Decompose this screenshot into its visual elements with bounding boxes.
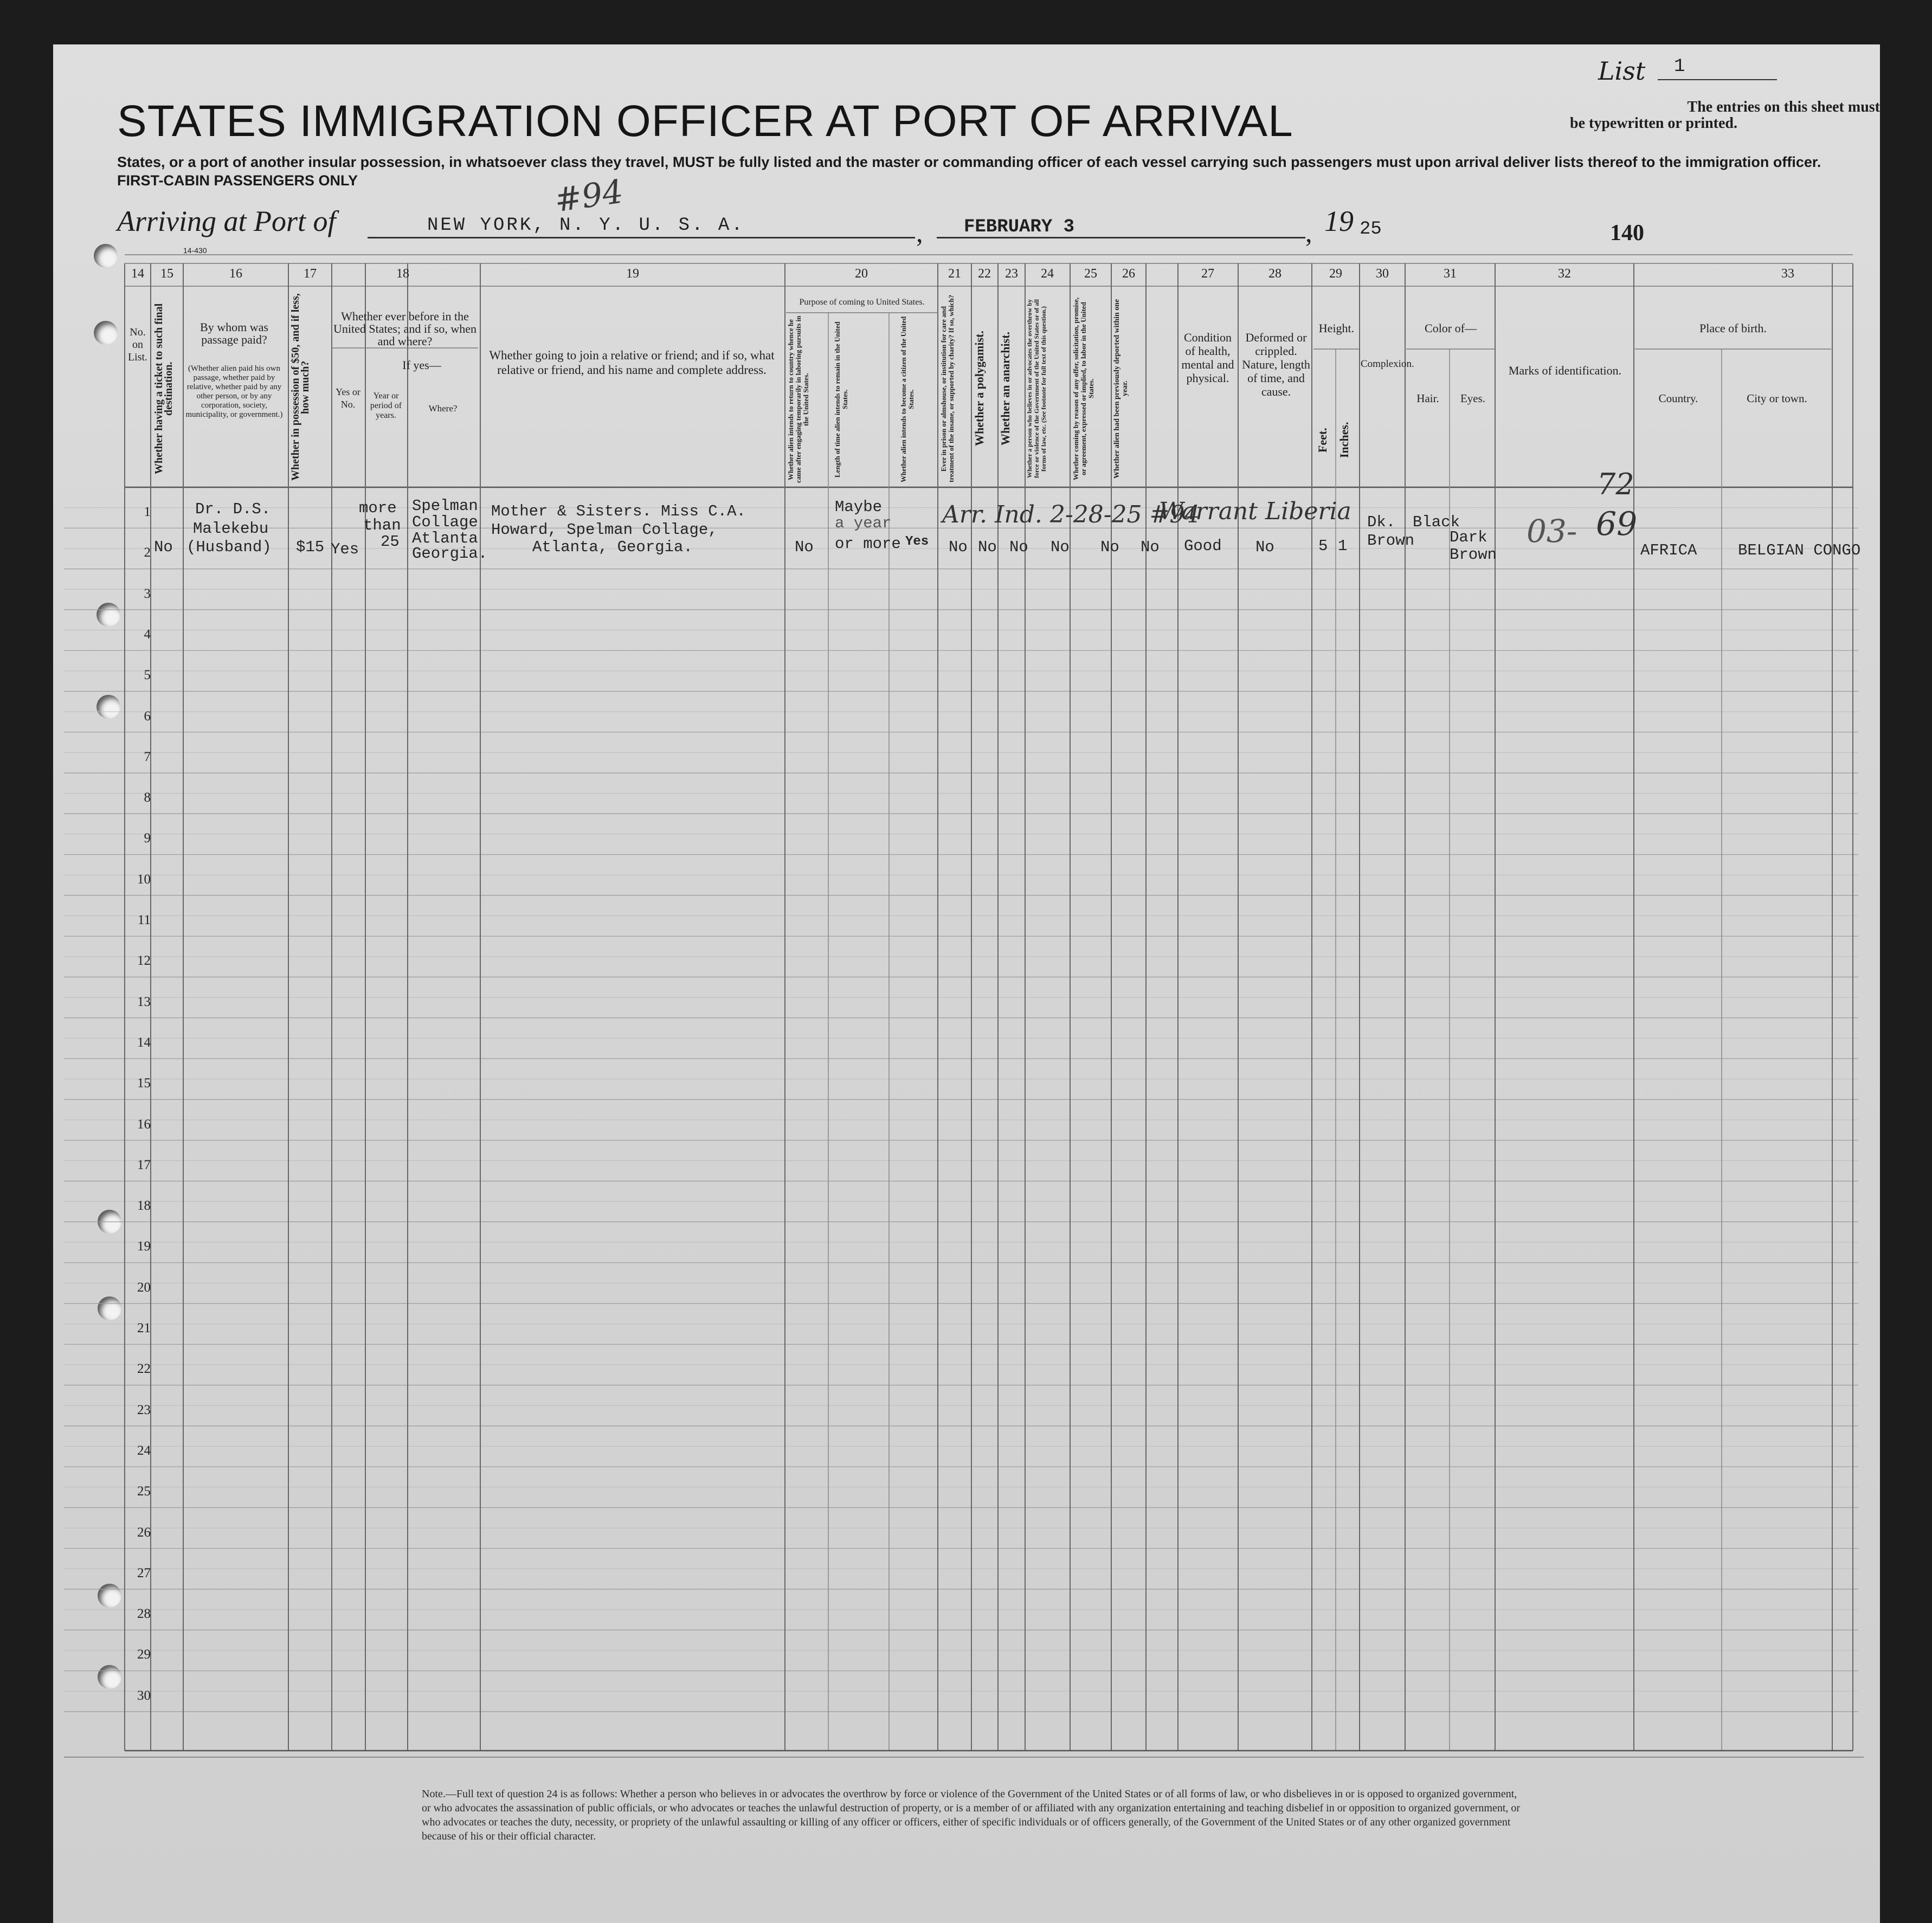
column-number: 15 <box>160 267 173 281</box>
row-number: 29 <box>137 1647 151 1662</box>
cell-where-4: Georgia. <box>412 545 488 563</box>
col33-country: Country. <box>1658 392 1698 405</box>
cell-hair: Black <box>1413 513 1460 531</box>
handwritten-ref: #94 <box>552 172 626 220</box>
cell-join-1: Mother & Sisters. Miss C.A. <box>491 502 746 520</box>
col18-header: Whether ever before in the United States; and if so, when and where? <box>333 309 476 348</box>
row-number: 13 <box>137 994 151 1009</box>
row-number: 28 <box>137 1606 151 1622</box>
column-number: 23 <box>1005 267 1018 281</box>
col18-year: Year or period of years. <box>370 391 402 420</box>
row-number: 27 <box>137 1565 151 1580</box>
col29-inches: Inches. <box>1337 422 1351 459</box>
cell-ticket: No <box>154 538 173 556</box>
col19-header: Whether going to join a relative or friend; and if so, what relative or friend, and his name and complete address. <box>489 349 775 377</box>
column-number: 31 <box>1444 267 1457 281</box>
row-number: 21 <box>137 1321 151 1335</box>
column-number: 29 <box>1329 267 1342 281</box>
column-number: 27 <box>1201 267 1214 281</box>
col20a-header: Whether alien intends to return to country whence he came after engaging temporarily in laboring pursuits in the United States. <box>787 315 810 483</box>
row-number: 14 <box>137 1035 151 1050</box>
column-number: 14 <box>131 267 144 281</box>
col20c-header: Whether alien intends to become a citizen of the United States. <box>899 316 915 483</box>
cell-health: Good <box>1184 537 1222 555</box>
cell-join-3: Atlanta, Georgia. <box>532 538 693 556</box>
port-value: NEW YORK, N. Y. U. S. A. <box>427 215 745 236</box>
cell-city: BELGIAN CONGO <box>1738 541 1861 559</box>
arriving-label: Arriving at Port of <box>117 205 336 237</box>
cell-citizen: Yes <box>905 534 929 549</box>
manifest-sheet <box>53 44 1880 1923</box>
cell-offer: No <box>1100 538 1119 556</box>
row-number: 5 <box>144 668 151 683</box>
col16-header-title: By whom was passage paid? <box>200 320 268 346</box>
row-number: 20 <box>137 1280 151 1295</box>
list-number: 1 <box>1674 56 1685 77</box>
col27-header: Condition of health, mental and physical. <box>1181 331 1234 385</box>
cell-years-3: 25 <box>381 533 400 551</box>
col31-eyes: Eyes. <box>1460 392 1486 405</box>
row-number: 17 <box>137 1157 151 1172</box>
first-cabin-label: FIRST-CABIN PASSENGERS ONLY <box>117 172 358 189</box>
cell-paid-by-3: (Husband) <box>186 538 272 556</box>
cell-years-2: than <box>363 517 401 534</box>
column-number: 16 <box>229 267 242 281</box>
col33-city: City or town. <box>1747 392 1807 405</box>
cell-length-1: Maybe <box>835 498 883 516</box>
cell-paid-by-2: Malekebu <box>193 520 269 538</box>
cell-prison: No <box>949 538 968 556</box>
row-number: 15 <box>137 1076 151 1091</box>
row-number: 30 <box>137 1688 151 1703</box>
list-label: List <box>1598 56 1646 86</box>
cell-deformed: No <box>1255 538 1274 556</box>
col25-header: Whether coming by reason of any offer, solicitation, promise, or agreement, expressed or implied, to labor in the United States. <box>1072 297 1095 480</box>
sheet-number: 140 <box>1610 221 1644 246</box>
column-number: 30 <box>1376 267 1389 281</box>
cell-overthrow: No <box>1051 538 1070 556</box>
column-number: 19 <box>626 267 639 281</box>
row-number: 7 <box>144 749 151 764</box>
comma: , <box>916 217 923 248</box>
cell-return: No <box>795 538 814 556</box>
cell-polygamist: No <box>978 538 997 556</box>
handwritten-annotation-2: Warrant Liberia <box>1159 498 1351 525</box>
cell-eyes-2: Brown <box>1450 546 1497 564</box>
col31-header: Color of— <box>1425 321 1477 335</box>
cell-feet: 5 <box>1318 537 1328 555</box>
year-suffix: 25 <box>1360 219 1382 240</box>
cell-money: $15 <box>296 538 325 556</box>
comma: , <box>1305 217 1312 248</box>
row-number: 19 <box>137 1239 151 1254</box>
col26-header: Whether alien had been previously deported within one year. <box>1113 299 1129 479</box>
column-number: 33 <box>1781 267 1794 281</box>
cell-country: AFRICA <box>1640 541 1697 559</box>
row-number: 23 <box>137 1402 151 1417</box>
col24-header: Whether a person who believes in or advocates the overthrow by force or violence of the Government of the United States or of all forms of law, etc. (See footnote for full text of this question.) <box>1026 299 1047 478</box>
col18-yesno: Yes or No. <box>336 386 360 410</box>
col20b-header: Length of time alien intends to remain in the United States. <box>833 321 849 477</box>
footnote: Note.—Full text of question 24 is as follows: Whether a person who believes in or advocates the overthrow by force or violence of the Government of the United States or of all forms of law, or who disbelieves in or is opposed to organized government, or who advocates the assassination of public officials, or who advocates or teaches the unlawful destruction of property, or is a member of or affiliated with any organization entertaining and teaching disbelief in or opposition to organized government, or who advocates or teaches the duty, necessity, or propriety of the unlawful assaulting or killing of any officer or officers, either of specific individuals or of officers generally, of the Government of the United States or of any other organized government because of his or their official character. <box>422 1788 1521 1842</box>
col21-header: Ever in prison or almshouse, or institution for care and treatment of the insane, or supported by charity? If so, which? <box>939 294 955 483</box>
col16-header-sub: (Whether alien paid his own passage, whether paid by relative, whether paid by any other person, or by any corporation, society, municipality, or government.) <box>185 364 283 419</box>
cell-before-yes: Yes <box>331 540 359 558</box>
row-number: 18 <box>137 1198 151 1214</box>
col14-header: No. on List. <box>127 326 148 363</box>
cell-inches: 1 <box>1338 537 1348 555</box>
row-number: 2 <box>144 545 151 560</box>
handwritten-marks: 03- <box>1527 513 1577 550</box>
col31-hair: Hair. <box>1416 392 1439 405</box>
row-number: 9 <box>144 831 151 846</box>
cell-where-3: Atlanta <box>412 530 478 547</box>
handwritten-marks-3: 69 <box>1596 505 1638 543</box>
col33-header: Place of birth. <box>1699 321 1767 335</box>
column-number: 24 <box>1041 267 1054 281</box>
column-number: 20 <box>855 267 868 281</box>
cell-eyes-1: Dark <box>1450 528 1487 546</box>
col15-header: Whether having a ticket to such final destination. <box>153 303 175 474</box>
col18-ifyes: If yes— <box>402 358 441 372</box>
cell-where-2: Collage <box>412 513 478 531</box>
entries-note-line1: The entries on this sheet must <box>1687 99 1880 115</box>
page-title: STATES IMMIGRATION OFFICER AT PORT OF ARRIVAL <box>117 96 1293 146</box>
col29-header: Height. <box>1318 321 1355 335</box>
date-value: FEBRUARY 3 <box>964 217 1075 237</box>
column-number: 21 <box>948 267 961 281</box>
cell-length-2: a year <box>835 514 892 532</box>
cell-join-2: Howard, Spelman Collage, <box>491 521 718 539</box>
row-number: 8 <box>144 790 151 805</box>
column-number: 18 <box>396 267 409 281</box>
col18-where: Where? <box>428 403 458 414</box>
row-number: 16 <box>137 1117 151 1132</box>
column-number: 32 <box>1558 267 1571 281</box>
cell-complexion-2: Brown <box>1367 532 1415 550</box>
row-number: 10 <box>137 872 151 887</box>
row-number: 6 <box>144 708 151 724</box>
col20-header: Purpose of coming to United States. <box>799 298 925 307</box>
cell-years-1: more <box>359 499 397 517</box>
row-number: 12 <box>137 953 151 969</box>
row-number: 24 <box>137 1443 151 1458</box>
handwritten-marks-2: 72 <box>1597 467 1634 501</box>
cell-where-1: Spelman <box>412 497 478 515</box>
cell-deported: No <box>1141 538 1160 556</box>
col28-header: Deformed or crippled. Nature, length of time, and cause. <box>1242 331 1310 398</box>
row-number: 11 <box>137 913 151 927</box>
row-number: 4 <box>144 627 151 642</box>
col17-header: Whether in possession of $50, and if less, how much? <box>289 293 311 481</box>
row-number: 22 <box>137 1361 151 1377</box>
form-number: 14-430 <box>183 246 207 255</box>
cell-length-3: or more <box>835 535 901 553</box>
column-number: 26 <box>1122 267 1135 281</box>
col23-header: Whether an anarchist. <box>999 331 1012 446</box>
row-number: 25 <box>137 1484 151 1499</box>
col30-header: Complexion. <box>1361 358 1414 370</box>
instruction-text: States, or a port of another insular possession, in whatsoever class they travel, MUST be fully listed and the master or commanding officer of each vessel carrying such passengers must upon arrival deliver lists thereof to the immigration officer. <box>117 154 1821 170</box>
col32-header: Marks of identification. <box>1508 364 1622 377</box>
col29-feet: Feet. <box>1316 428 1329 453</box>
row-number: 3 <box>144 586 151 601</box>
column-number: 17 <box>304 267 317 281</box>
cell-paid-by-1: Dr. D.S. <box>195 500 271 518</box>
col22-header: Whether a polygamist. <box>973 331 986 447</box>
cell-anarchist: No <box>1009 538 1028 556</box>
column-number: 22 <box>978 267 991 281</box>
column-number: 25 <box>1084 267 1097 281</box>
cell-complexion-1: Dk. <box>1367 513 1396 531</box>
row-number: 1 <box>144 505 151 519</box>
entries-note-line2: be typewritten or printed. <box>1570 115 1737 132</box>
handwritten-annotation: Arr. Ind. 2-28-25 #94 <box>942 501 1200 528</box>
row-number: 26 <box>137 1525 151 1540</box>
year-prefix: 19 <box>1324 205 1354 237</box>
column-number: 28 <box>1268 267 1281 281</box>
